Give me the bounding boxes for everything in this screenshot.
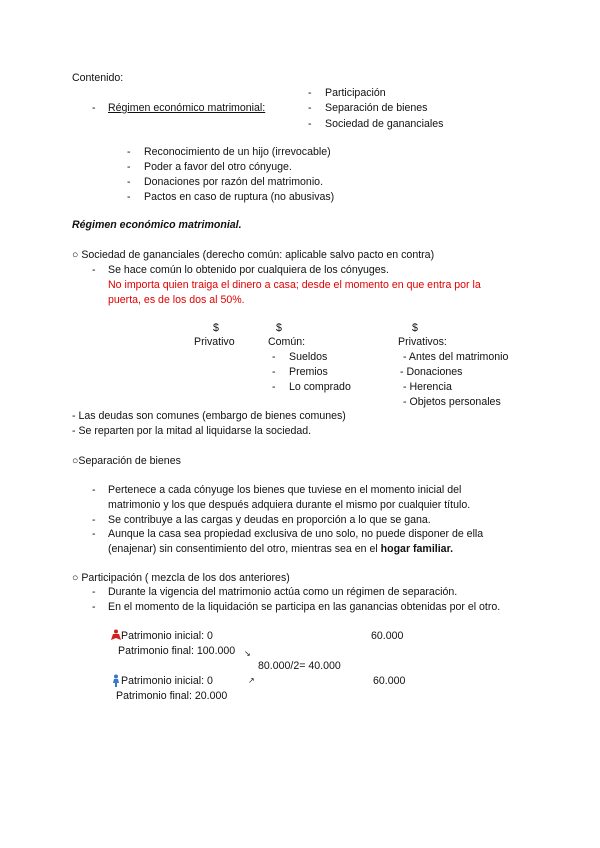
hogar-familiar: hogar familiar. (380, 543, 454, 555)
ex1-initial: Patrimonio inicial: 0 (121, 630, 213, 642)
gananciales-bullet: Se hace común lo obtenido por cualquiera de los cónyuges. (108, 264, 389, 276)
dash: - (272, 366, 276, 378)
dash: - (92, 102, 96, 114)
type-separacion: Separación de bienes (325, 102, 428, 114)
intro-item: Pactos en caso de ruptura (no abusivas) (144, 191, 335, 203)
participacion-bullet: En el momento de la liquidación se participa en las ganancias obtenidas por el otro. (108, 601, 501, 613)
red-note-line: No importa quien traiga el dinero a casa; desde el momento en que entra por la (108, 279, 481, 291)
privativos-label: Privativos: (398, 336, 447, 348)
dash: - (92, 484, 96, 496)
dash: - (92, 601, 96, 613)
comun-item: Sueldos (289, 351, 328, 363)
currency-symbol: $ (213, 322, 219, 334)
section-title: Régimen económico matrimonial. (72, 219, 242, 231)
dash: - (308, 102, 312, 114)
regimen-link[interactable]: Régimen económico matrimonial: (108, 102, 266, 114)
calc: 80.000/2= 40.000 (258, 660, 341, 672)
separacion-heading: ○Separación de bienes (72, 455, 181, 467)
dash: - (127, 161, 131, 173)
participacion-heading: ○ Participación ( mezcla de los dos anteriores) (72, 572, 290, 584)
dash: - (92, 528, 96, 540)
intro-item: Reconocimiento de un hijo (irrevocable) (144, 146, 331, 158)
ex2-final: Patrimonio final: 20.000 (116, 690, 228, 702)
ex2-right-value: 60.000 (373, 675, 406, 687)
dash: - (92, 264, 96, 276)
dash: - (92, 514, 96, 526)
privativo-item: - Donaciones (400, 366, 463, 378)
dash: - (92, 586, 96, 598)
contenido-label: Contenido: (72, 72, 124, 84)
arrow-up-icon: ↗ (248, 676, 255, 685)
comun-label: Común: (268, 336, 306, 348)
separacion-bullet-line: Aunque la casa sea propiedad exclusiva de uno solo, no puede disponer de ella (108, 528, 484, 540)
type-gananciales: Sociedad de gananciales (325, 118, 444, 130)
privativo-item: - Objetos personales (403, 396, 501, 408)
intro-item: Poder a favor del otro cónyuge. (144, 161, 292, 173)
ex1-right-value: 60.000 (371, 630, 404, 642)
dash: - (127, 146, 131, 158)
type-participacion: Participación (325, 87, 386, 99)
separacion-bullet-line: Pertenece a cada cónyuge los bienes que tuviese en el momento inicial del (108, 484, 462, 496)
dash: - (308, 87, 312, 99)
privativo-label: Privativo (194, 336, 235, 348)
separacion-bullet-line: Se contribuye a las cargas y deudas en proporción a lo que se gana. (108, 514, 431, 526)
separacion-bullet-line: matrimonio y los que después adquiera durante el mismo por cualquier título. (108, 499, 471, 511)
ex1-final: Patrimonio final: 100.000 (118, 645, 236, 657)
dash: - (127, 176, 131, 188)
currency-symbol: $ (412, 322, 418, 334)
separacion-bullet-line: (enajenar) sin consentimiento del otro, mientras sea en el hogar familiar. (108, 543, 454, 555)
dash: - (272, 351, 276, 363)
currency-symbol: $ (276, 322, 282, 334)
comun-item: Premios (289, 366, 328, 378)
privativo-item: - Herencia (403, 381, 452, 393)
dash: - (308, 118, 312, 130)
comun-item: Lo comprado (289, 381, 351, 393)
red-note-line: puerta, es de los dos al 50%. (108, 294, 245, 306)
ex2-initial: Patrimonio inicial: 0 (121, 675, 213, 687)
gananciales-heading: ○ Sociedad de gananciales (derecho común: aplicable salvo pacto en contra) (72, 249, 435, 261)
participacion-bullet: Durante la vigencia del matrimonio actúa como un régimen de separación. (108, 586, 458, 598)
gananciales-note: - Las deudas son comunes (embargo de bienes comunes) (72, 410, 346, 422)
privativo-item: - Antes del matrimonio (403, 351, 509, 363)
intro-item: Donaciones por razón del matrimonio. (144, 176, 324, 188)
arrow-down-icon: ↘ (244, 649, 251, 658)
dash: - (127, 191, 131, 203)
dash: - (272, 381, 276, 393)
gananciales-note: - Se reparten por la mitad al liquidarse la sociedad. (72, 425, 312, 437)
